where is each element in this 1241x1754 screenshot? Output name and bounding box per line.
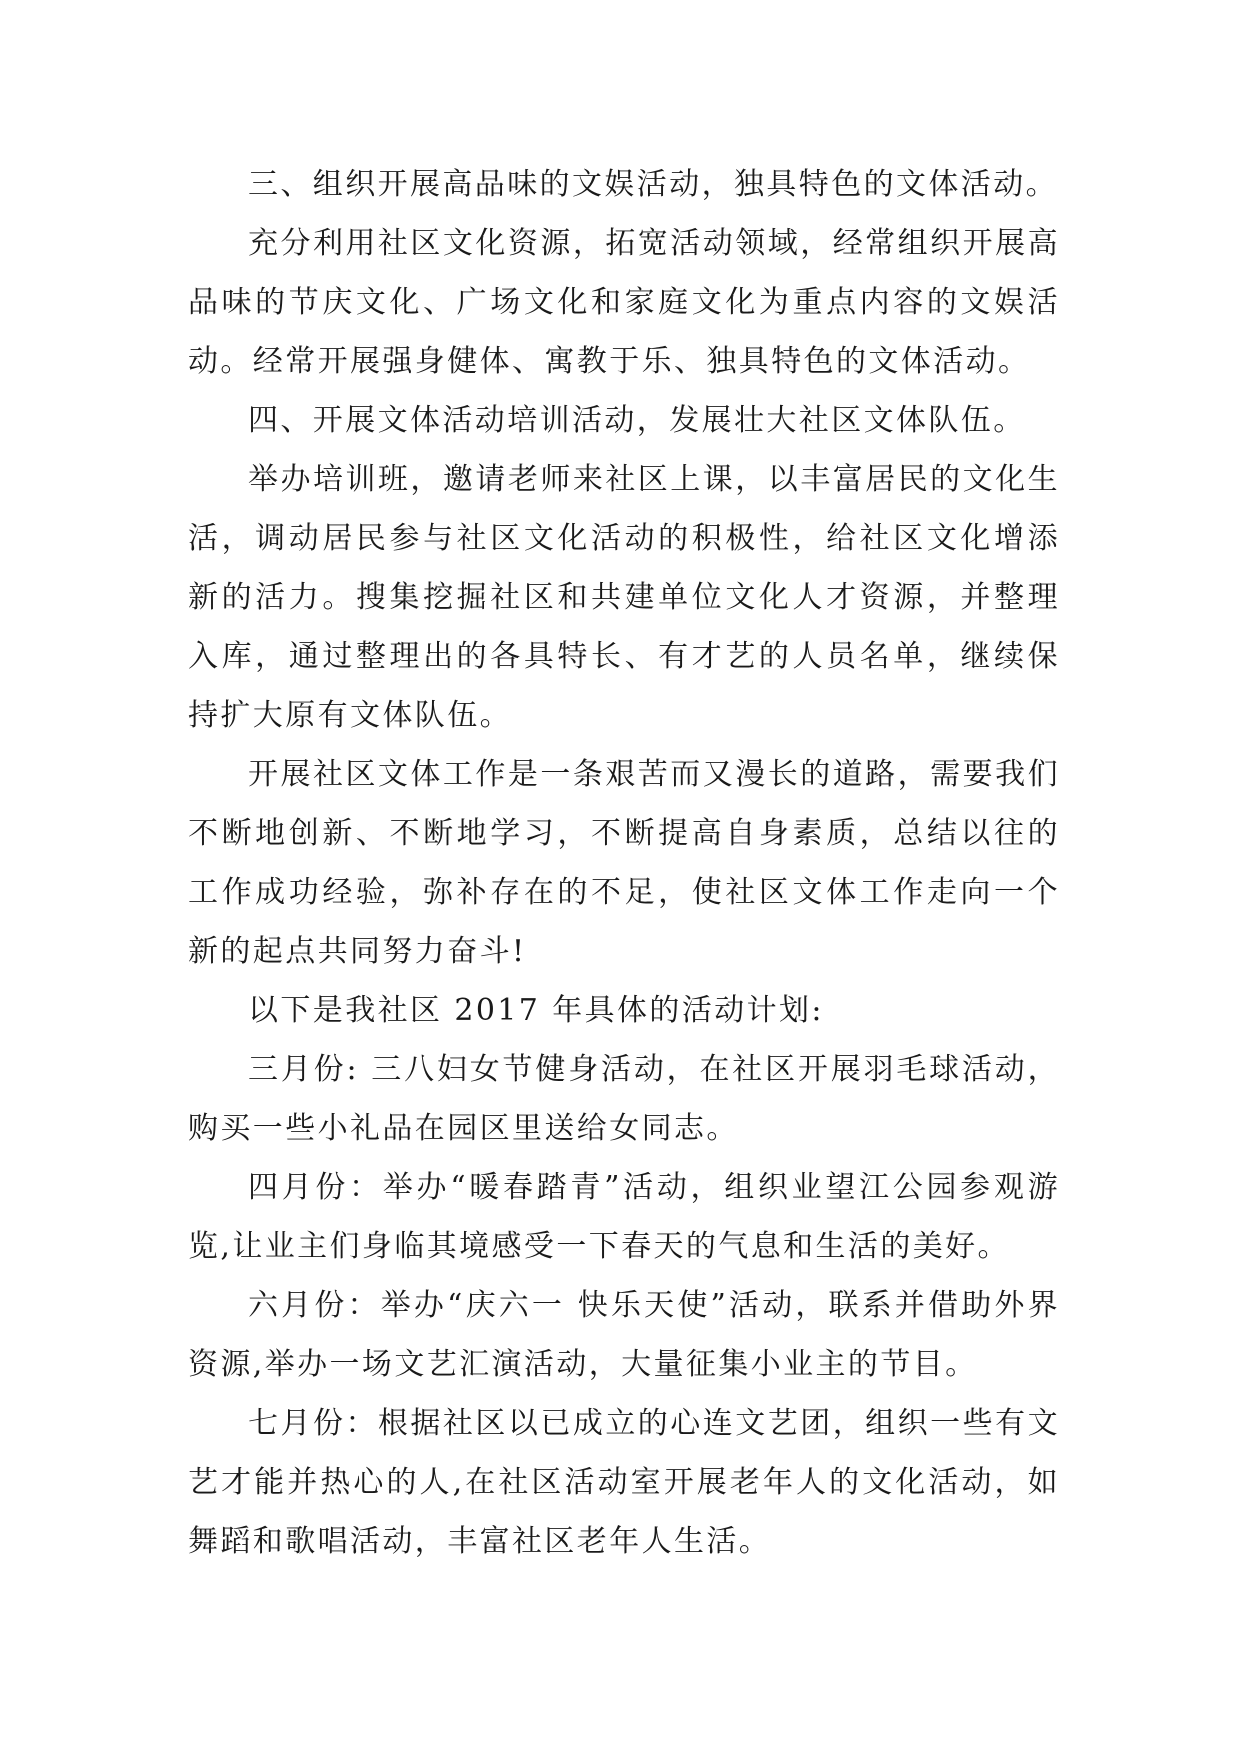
paragraph: 举办培训班，邀请老师来社区上课，以丰富居民的文化生活，调动居民参与社区文化活动的积极性，给社区文化增添新的活力。搜集挖掘社区和共建单位文化人才资源，并整理入库，通过整理出的各具特长、有才艺的人员名单，继续保持扩大原有文体队伍。 bbox=[188, 462, 1060, 733]
paragraph: 开展社区文体工作是一条艰苦而又漫长的道路，需要我们不断地创新、不断地学习，不断提高自身素质，总结以往的工作成功经验，弥补存在的不足，使社区文体工作走向一个新的起点共同努力奋斗! bbox=[188, 757, 1060, 969]
plan-item-june: 六月份：举办“庆六一 快乐天使”活动，联系并借助外界资源,举办一场文艺汇演活动，大量征集小业主的节目。 bbox=[188, 1288, 1060, 1382]
plan-item-april: 四月份：举办“暖春踏青”活动，组织业望江公园参观游览,让业主们身临其境感受一下春天的气息和生活的美好。 bbox=[188, 1170, 1060, 1264]
section-heading-4: 四、开展文体活动培训活动，发展壮大社区文体队伍。 bbox=[248, 403, 1026, 438]
plan-item-july: 七月份：根据社区以已成立的心连文艺团，组织一些有文艺才能并热心的人,在社区活动室开展老年人的文化活动，如舞蹈和歌唱活动，丰富社区老年人生活。 bbox=[188, 1406, 1060, 1559]
section-heading-3: 三、组织开展高品味的文娱活动，独具特色的文体活动。 bbox=[248, 167, 1058, 202]
plan-intro: 以下是我社区 2017 年具体的活动计划: bbox=[248, 993, 824, 1028]
plan-item-march: 三月份: 三八妇女节健身活动，在社区开展羽毛球活动，购买一些小礼品在园区里送给女同志。 bbox=[188, 1052, 1060, 1146]
paragraph: 充分利用社区文化资源，拓宽活动领域，经常组织开展高品味的节庆文化、广场文化和家庭文化为重点内容的文娱活动。经常开展强身健体、寓教于乐、独具特色的文体活动。 bbox=[188, 226, 1060, 379]
document-body bbox=[188, 155, 1060, 1571]
